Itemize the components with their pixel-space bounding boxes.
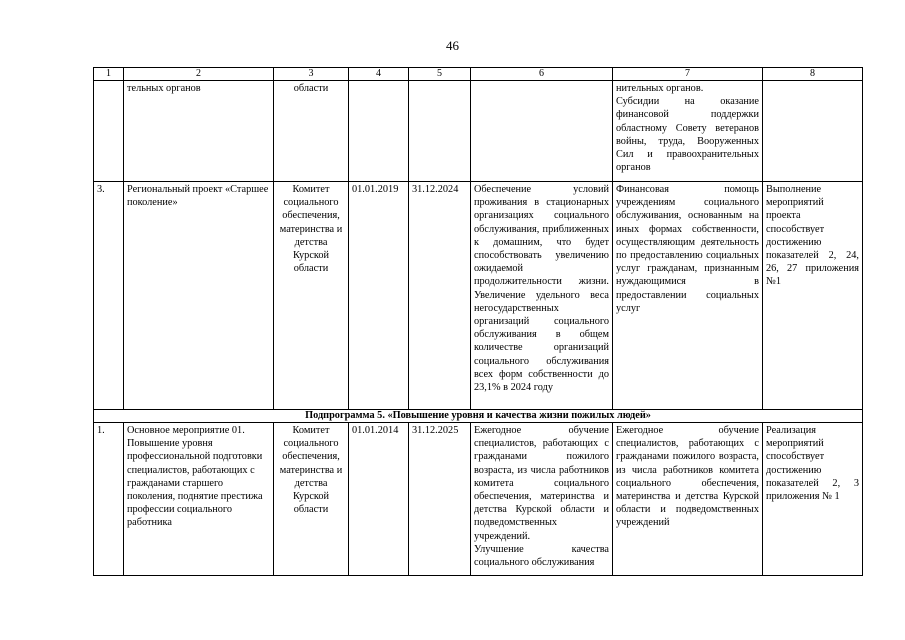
row-number: 3. xyxy=(94,182,124,410)
header-cell: 2 xyxy=(124,68,274,81)
header-cell: 1 xyxy=(94,68,124,81)
expected-result xyxy=(471,81,613,182)
header-cell: 8 xyxy=(763,68,863,81)
indicator-link xyxy=(763,81,863,182)
header-cell: 6 xyxy=(471,68,613,81)
start-date: 01.01.2019 xyxy=(349,182,409,410)
start-date xyxy=(349,81,409,182)
end-date xyxy=(409,81,471,182)
expected-result: Обеспечение условий проживания в стационарных организациях социального обслуживания, приближенных к домашним, что будет способствовать увеличению ожидаемой продолжительности жизни. Увеличение удельного веса негосударственных организаций социального обслуживания в общем количестве организаций социального обслуживания всех форм собственности до 23,1% в 2024 году xyxy=(471,182,613,410)
page-number: 46 xyxy=(446,38,459,53)
content-paragraph: Субсидии на оказание финансовой поддержки областному Совету ветеранов войны, труда, Вооруженных Сил и правоохранительных органов xyxy=(616,96,759,174)
indicator-link: Реализация мероприятий способствует достижению показателей 2, 3 приложения № 1 xyxy=(763,423,863,576)
content-paragraph: Ежегодное обучение специалистов, работающих с гражданами пожилого возраста, из числа работников комитета социального обеспечения, материнства и детства Курской области и подведомственных учреждений xyxy=(616,425,759,529)
result-paragraph: Улучшение качества социального обслуживания xyxy=(474,543,609,569)
header-cell: 3 xyxy=(274,68,349,81)
expected-result xyxy=(471,423,613,576)
table-row xyxy=(94,81,863,182)
table-row xyxy=(94,182,863,410)
executor: области xyxy=(274,81,349,182)
end-date: 31.12.2025 xyxy=(409,423,471,576)
executor: Комитет социального обеспечения, материнства и детства Курской области xyxy=(274,182,349,410)
end-date: 31.12.2024 xyxy=(409,182,471,410)
header-row xyxy=(94,68,863,81)
start-date: 01.01.2014 xyxy=(349,423,409,576)
measure-name: Основное мероприятие 01. Повышение уровня профессиональной подготовки специалистов, работающих с гражданами старшего поколения, поднятие престижа профессии социального работника xyxy=(124,423,274,576)
program-table xyxy=(93,67,863,576)
main-content xyxy=(613,423,763,576)
row-number xyxy=(94,81,124,182)
header-cell: 5 xyxy=(409,68,471,81)
subprogram-title: Подпрограмма 5. «Повышение уровня и качества жизни пожилых людей» xyxy=(94,410,863,423)
header-cell: 4 xyxy=(349,68,409,81)
measure-name: тельных органов xyxy=(124,81,274,182)
executor: Комитет социального обеспечения, материнства и детства Курской области xyxy=(274,423,349,576)
content-paragraph: Финансовая помощь учреждениям социального обслуживания, основанным на иных формах собственности, осуществляющим деятельность по предоставлению социальных услуг гражданам, признанным нуждающимися в предоставлении социальных услуг xyxy=(616,184,759,314)
subprogram-row xyxy=(94,410,863,423)
content-paragraph: нительных органов. xyxy=(616,83,704,94)
main-content xyxy=(613,81,763,182)
table-row xyxy=(94,423,863,576)
measure-name: Региональный проект «Старшее поколение» xyxy=(124,182,274,410)
result-paragraph: Ежегодное обучение специалистов, работающих с гражданами пожилого возраста, из числа работников комитета социального обеспечения, материнства и детства Курской области и подведомственных учреждений. xyxy=(474,425,609,542)
main-content xyxy=(613,182,763,410)
row-number: 1. xyxy=(94,423,124,576)
indicator-link: Выполнение мероприятий проекта способствует достижению показателей 2, 24, 26, 27 приложения №1 xyxy=(763,182,863,410)
header-cell: 7 xyxy=(613,68,763,81)
